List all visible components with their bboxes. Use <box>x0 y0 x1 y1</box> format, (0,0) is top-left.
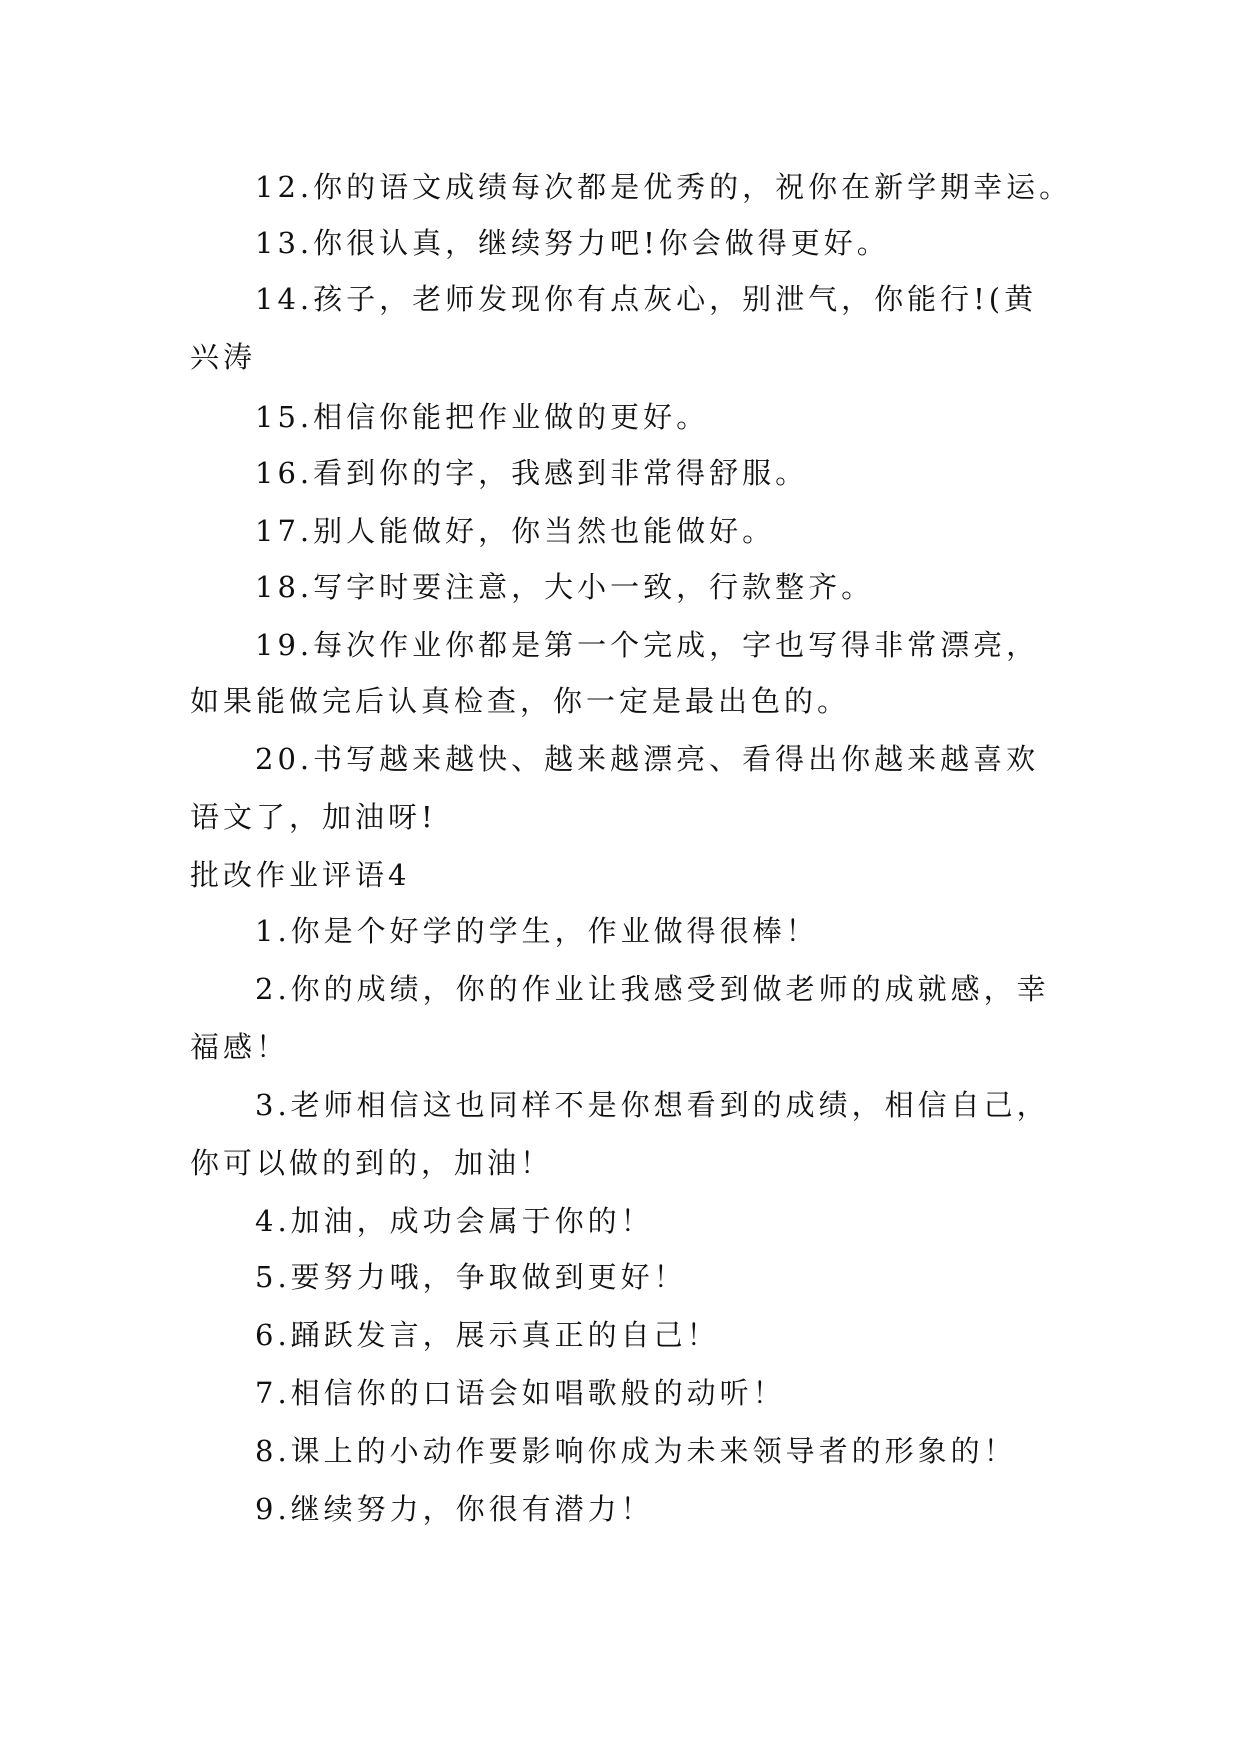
comment-2-continued: 福感！ <box>190 1030 290 1064</box>
comment-20-continued: 语文了，加油呀! <box>190 800 437 834</box>
comment-15: 15.相信你能把作业做的更好。 <box>255 400 710 434</box>
comment-8: 8.课上的小动作要影响你成为未来领导者的形象的！ <box>255 1434 1017 1468</box>
comment-4: 4.加油，成功会属于你的！ <box>255 1204 654 1238</box>
comment-20: 20.书写越来越快、越来越漂亮、看得出你越来越喜欢 <box>255 742 1040 776</box>
comment-2: 2.你的成绩，你的作业让我感受到做老师的成就感，幸 <box>255 972 1050 1006</box>
comment-3: 3.老师相信这也同样不是你想看到的成绩，相信自己， <box>255 1088 1050 1122</box>
comment-19-continued: 如果能做完后认真检查，你一定是最出色的。 <box>190 684 851 718</box>
comment-6: 6.踊跃发言，展示真正的自己！ <box>255 1318 720 1352</box>
section-heading: 批改作业评语4 <box>190 858 411 892</box>
comment-18: 18.写字时要注意，大小一致，行款整齐。 <box>255 570 875 604</box>
comment-16: 16.看到你的字，我感到非常得舒服。 <box>255 456 809 490</box>
comment-12: 12.你的语文成绩每次都是优秀的，祝你在新学期幸运。 <box>255 170 1073 204</box>
comment-7: 7.相信你的口语会如唱歌般的动听！ <box>255 1376 786 1410</box>
comment-19: 19.每次作业你都是第一个完成，字也写得非常漂亮， <box>255 628 1040 662</box>
comment-5: 5.要努力哦，争取做到更好！ <box>255 1260 687 1294</box>
comment-17: 17.别人能做好，你当然也能做好。 <box>255 514 776 548</box>
comment-14: 14.孩子，老师发现你有点灰心，别泄气，你能行!(黄 <box>255 282 1038 316</box>
comment-1: 1.你是个好学的学生，作业做得很棒！ <box>255 914 819 948</box>
comment-3-continued: 你可以做的到的，加油！ <box>190 1146 554 1180</box>
comment-14-continued: 兴涛 <box>190 340 257 374</box>
comment-13: 13.你很认真，继续努力吧!你会做得更好。 <box>255 226 890 260</box>
comment-9: 9.继续努力，你很有潜力！ <box>255 1492 654 1526</box>
